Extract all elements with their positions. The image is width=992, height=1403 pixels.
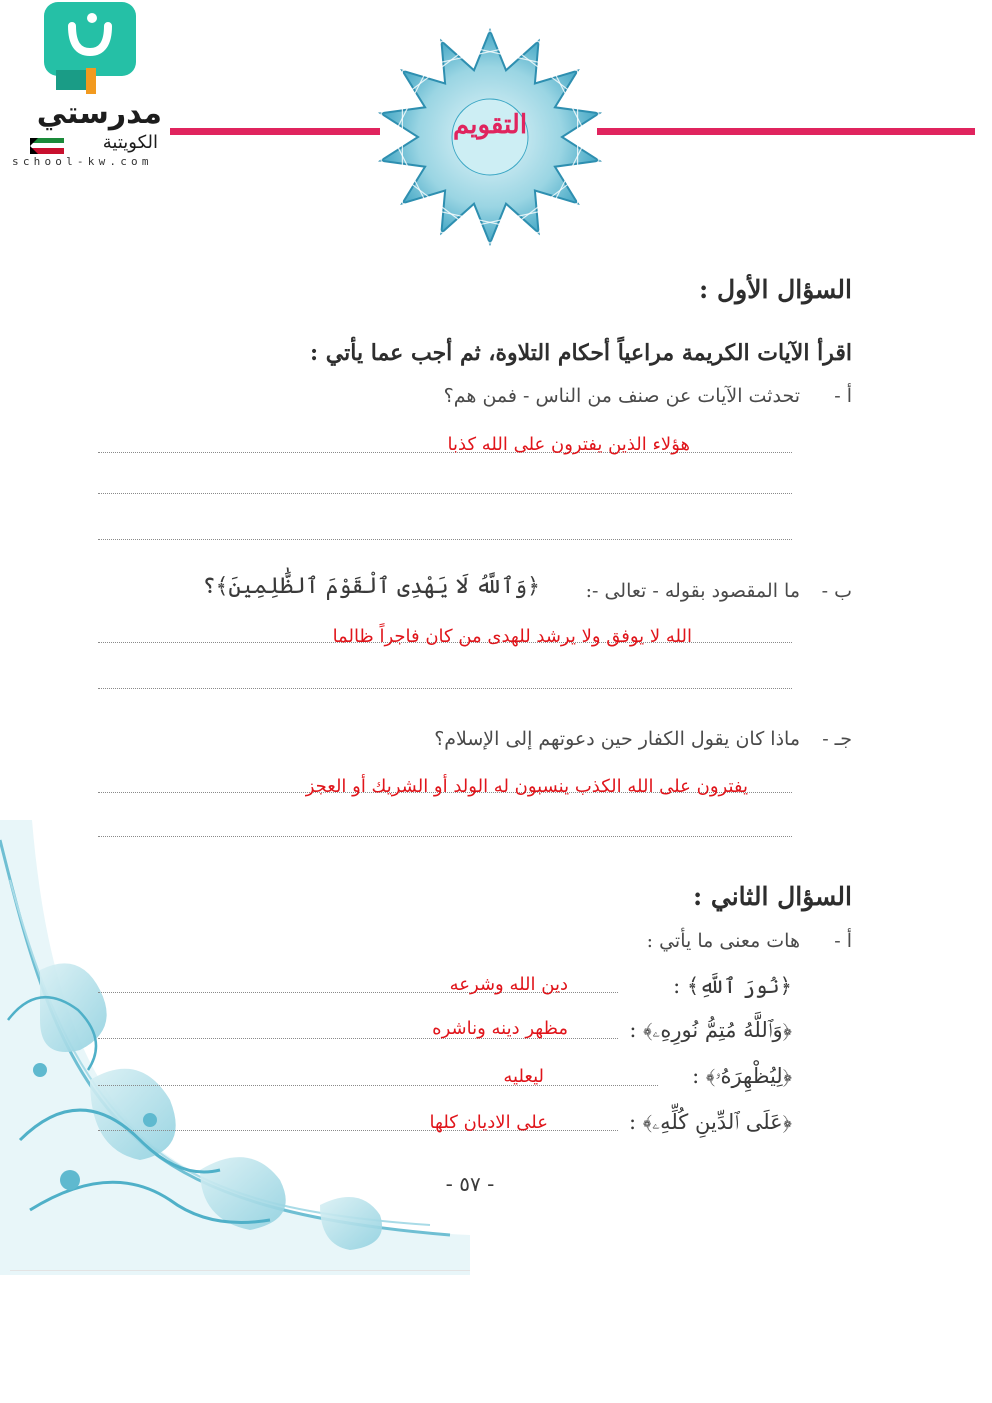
header-badge-title: التقويم xyxy=(452,110,528,140)
question2-answer: ليعليه xyxy=(503,1066,544,1087)
question2-answer: دين الله وشرعه xyxy=(449,974,568,995)
header-line-left xyxy=(170,128,380,135)
header-line-right xyxy=(597,128,975,135)
answer-line[interactable] xyxy=(98,493,792,494)
logo-url: school-kw.com xyxy=(12,155,153,168)
arabesque-corner-icon xyxy=(0,820,470,1275)
question1-b-text: ما المقصود بقوله - تعالى -: xyxy=(585,580,800,602)
question2-term: ﴿نُورَ ٱللَّهِ﴾ : xyxy=(673,974,792,998)
kuwait-flag-icon xyxy=(30,138,64,154)
question1-c-label: جـ - xyxy=(822,728,852,750)
question1-title: السؤال الأول : xyxy=(699,275,852,304)
question1-a-answer: هؤلاء الذين يفترون على الله كذبا xyxy=(447,434,690,455)
site-logo[interactable] xyxy=(8,0,178,172)
answer-line[interactable] xyxy=(98,539,792,540)
logo-subtitle: الكويتية xyxy=(102,132,158,153)
question1-b-label: ب - xyxy=(821,580,852,602)
question1-a-text: تحدثت الآيات عن صنف من الناس - فمن هم؟ xyxy=(443,385,800,407)
answer-line[interactable] xyxy=(98,688,792,689)
question2-term: ﴿عَلَى ٱلدِّينِ كُلِّهِۦ﴾ : xyxy=(629,1110,792,1134)
question1-b-answer: الله لا يوفق ولا يرشد للهدى من كان فاجراً ظالما xyxy=(332,626,692,647)
page-bottom-divider xyxy=(10,1270,470,1271)
question1-b-verse: ﴿وَٱللَّهُ لَا يَهْدِى ٱلْقَوْمَ ٱلظَّٰلِمِينَ﴾؟ xyxy=(202,574,540,599)
question1-instruction: اقرأ الآيات الكريمة مراعياً أحكام التلاوة، ثم أجب عما يأتي : xyxy=(310,340,852,366)
page-number: - ٥٧ - xyxy=(445,1172,495,1196)
question2-term: ﴿لِيُظْهِرَهُۥ﴾ : xyxy=(692,1064,792,1088)
question1-a-label: أ - xyxy=(834,385,852,407)
question2-a-label: أ - xyxy=(834,930,852,952)
question2-title: السؤال الثاني : xyxy=(692,882,852,911)
question2-answer: على الاديان كلها xyxy=(429,1112,548,1133)
question2-a-text: هات معنى ما يأتي : xyxy=(646,930,800,952)
logo-book-icon xyxy=(42,0,140,96)
question2-term: ﴿وَٱللَّهُ مُتِمُّ نُورِهِۦ﴾ : xyxy=(629,1018,792,1042)
answer-line[interactable] xyxy=(98,1085,658,1086)
question1-c-answer: يفترون على الله الكذب ينسبون له الولد أو الشريك أو العجز xyxy=(305,776,748,797)
question1-c-text: ماذا كان يقول الكفار حين دعوتهم إلى الإسلام؟ xyxy=(434,728,800,750)
logo-name: مدرستي xyxy=(36,96,162,131)
question2-answer: مظهر دينه وناشره xyxy=(432,1018,568,1039)
